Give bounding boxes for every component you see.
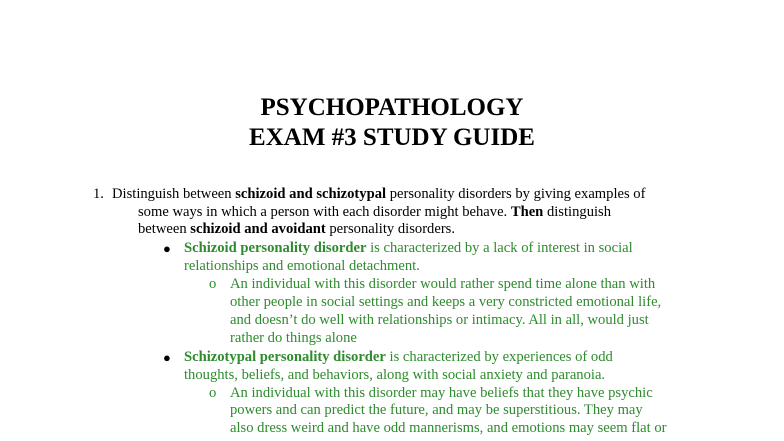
answer-line: relationships and emotional detachment. — [184, 258, 420, 274]
sub-answer-line: also dress weird and have odd mannerisms, and emotions may seem flat or — [230, 420, 667, 436]
question-emphasis: schizoid and avoidant — [190, 221, 326, 237]
question-text: personality disorders by giving examples of — [386, 186, 646, 202]
sub-bullet-icon: o — [209, 385, 217, 401]
answer-line — [184, 240, 633, 258]
question-text: Distinguish between — [112, 186, 236, 202]
question-number: 1. — [93, 186, 104, 202]
answer-text: is characterized by experiences of odd — [385, 349, 613, 365]
answer-line: thoughts, beliefs, and behaviors, along with social anxiety and paranoia. — [184, 367, 606, 383]
sub-answer-line: powers and can predict the future, and may be superstitious. They may — [230, 402, 643, 418]
question-text: distinguish — [543, 204, 612, 220]
question-line-1 — [112, 186, 645, 204]
answer-term: Schizoid personality disorder — [184, 240, 367, 256]
question-text: some ways in which a person with each disorder might behave. — [138, 204, 511, 220]
sub-answer-line: other people in social settings and keeps a very constricted emotional life, — [230, 294, 662, 310]
document-title: PSYCHOPATHOLOGY — [260, 94, 524, 121]
question-emphasis: Then — [510, 204, 544, 220]
sub-answer-line: rather do things alone — [230, 330, 357, 346]
answer-line — [184, 349, 613, 367]
question-text: personality disorders. — [325, 221, 456, 237]
bullet-icon: ● — [163, 241, 171, 256]
sub-answer-line: An individual with this disorder may have beliefs that they have psychic — [230, 385, 653, 401]
bullet-icon: ● — [163, 350, 171, 365]
question-text: between — [138, 221, 191, 237]
document-subtitle: EXAM #3 STUDY GUIDE — [249, 124, 535, 151]
question-line-2 — [138, 204, 611, 222]
sub-answer-line: An individual with this disorder would rather spend time alone than with — [230, 276, 656, 292]
answer-term: Schizotypal personality disorder — [184, 349, 386, 365]
sub-bullet-icon: o — [209, 276, 217, 292]
question-line-3 — [138, 221, 455, 239]
question-emphasis: schizoid and schizotypal — [235, 186, 387, 202]
answer-text: is characterized by a lack of interest in social — [366, 240, 633, 256]
sub-answer-line: and doesn’t do well with relationships or intimacy. All in all, would just — [230, 312, 649, 328]
